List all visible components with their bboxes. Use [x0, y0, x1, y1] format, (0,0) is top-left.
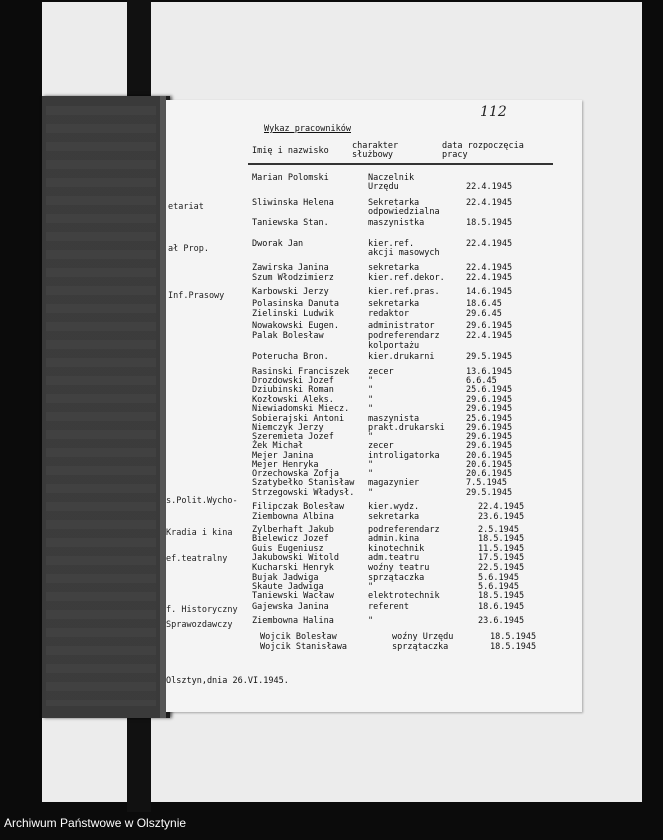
employee-name: Polasinska Danuta — [252, 299, 339, 309]
employee-name: Mejer Janina — [252, 451, 314, 461]
employee-name: Niemczyk Jerzy — [252, 423, 324, 433]
employee-role: kier.drukarni — [368, 352, 435, 362]
employee-name: Zawirska Janina — [252, 263, 329, 273]
employee-name: Gajewska Janina — [252, 602, 329, 612]
employee-name: Rasinski Franciszek — [252, 367, 350, 377]
employee-start-date: 29.6.1945 — [466, 395, 513, 405]
employee-start-date: 17.5.1945 — [478, 553, 525, 563]
document-title: Wykaz pracowników — [264, 124, 351, 134]
employee-role: woźny teatru — [368, 563, 430, 573]
employee-start-date: 22.4.1945 — [478, 502, 525, 512]
employee-role: zecer — [368, 367, 394, 377]
employee-name: Drozdowski Jozef — [252, 376, 334, 386]
employee-role: podreferendarz — [368, 525, 440, 535]
employee-name: Nowakowski Eugen. — [252, 321, 339, 331]
employee-role: redaktor — [368, 309, 409, 319]
employee-name: Sobierajski Antoni — [252, 414, 345, 424]
section-label: f. Historyczny — [166, 605, 238, 615]
employee-start-date: 25.6.1945 — [466, 414, 513, 424]
employee-name: Palak Bolesław — [252, 331, 324, 341]
employee-name: Mejer Henryka — [252, 460, 319, 470]
column-header-date-line2: pracy — [442, 150, 468, 160]
employee-role: " — [368, 385, 374, 395]
employee-role: " — [368, 469, 374, 479]
employee-role: maszynista — [368, 414, 420, 424]
section-label: Sprawozdawczy — [166, 620, 233, 630]
employee-start-date: 20.6.1945 — [466, 460, 513, 470]
employee-role: sprzątaczka — [368, 573, 425, 583]
section-label: s.Polit.Wycho- — [166, 496, 238, 506]
employee-start-date: 18.5.1945 — [466, 218, 513, 228]
employee-role: introligatorka — [368, 451, 440, 461]
employee-start-date: 22.5.1945 — [478, 563, 525, 573]
column-header-name: Imię i nazwisko — [252, 146, 329, 156]
employee-start-date: 18.5.1945 — [478, 534, 525, 544]
employee-start-date: 22.4.1945 — [466, 239, 513, 249]
employee-start-date: 13.6.1945 — [466, 367, 513, 377]
employee-start-date: 29.6.1945 — [466, 404, 513, 414]
employee-name: Sliwinska Helena — [252, 198, 334, 208]
employee-role: admin.kina — [368, 534, 420, 544]
employee-start-date: 18.6.1945 — [478, 602, 525, 612]
employee-start-date: 29.5.1945 — [466, 488, 513, 498]
employee-role: maszynistka — [368, 218, 425, 228]
archive-reference-mark: 112 — [480, 104, 507, 120]
employee-start-date: 18.6.45 — [466, 299, 502, 309]
employee-name: Marian Polomski — [252, 173, 329, 183]
employee-name: Szatybełko Stanisław — [252, 478, 355, 488]
employee-role: zecer — [368, 441, 394, 451]
employee-role: " — [368, 616, 374, 626]
employee-role: " — [368, 395, 374, 405]
employee-role: kier.ref.dekor. — [368, 273, 445, 283]
employee-name: Dworak Jan — [252, 239, 304, 249]
employee-name: Skaute Jadwiga — [252, 582, 324, 592]
section-label: Inf.Prasowy — [168, 291, 225, 301]
employee-name: Ziembowna Halina — [252, 616, 334, 626]
employee-start-date: 14.6.1945 — [466, 287, 513, 297]
employee-name: Orzechowska Zofja — [252, 469, 339, 479]
section-label: Kradia i kina — [166, 528, 233, 538]
employee-role: sekretarka — [368, 512, 420, 522]
employee-role: administrator — [368, 321, 435, 331]
employee-role: akcji masowych — [368, 248, 440, 258]
employee-start-date: 18.5.1945 — [490, 632, 537, 642]
employee-name: Szum Włodzimierz — [252, 273, 334, 283]
place-and-date: Olsztyn,dnia 26.VI.1945. — [166, 676, 289, 686]
employee-role: Naczelnik — [368, 173, 415, 183]
employee-start-date: 5.6.1945 — [478, 573, 519, 583]
employee-start-date: 7.5.1945 — [466, 478, 507, 488]
employee-role: elektrotechnik — [368, 591, 440, 601]
employee-role: " — [368, 582, 374, 592]
employee-role: Sekretarka — [368, 198, 420, 208]
employee-role: magazynier — [368, 478, 420, 488]
employee-role: kier.wydz. — [368, 502, 420, 512]
folder-binding — [42, 96, 170, 718]
employee-role: kier.ref.pras. — [368, 287, 440, 297]
employee-name: Jakubowski Witold — [252, 553, 339, 563]
employee-role: " — [368, 404, 374, 414]
employee-name: Poterucha Bron. — [252, 352, 329, 362]
employee-start-date: 29.6.1945 — [466, 423, 513, 433]
employee-start-date: 23.6.1945 — [478, 512, 525, 522]
employee-start-date: 29.6.45 — [466, 309, 502, 319]
employee-start-date: 20.6.1945 — [466, 451, 513, 461]
employee-role: prakt.drukarski — [368, 423, 445, 433]
archive-caption: Archiwum Państwowe w Olsztynie — [4, 816, 187, 830]
employee-start-date: 22.4.1945 — [466, 273, 513, 283]
employee-role: " — [368, 432, 374, 442]
employee-start-date: 2.5.1945 — [478, 525, 519, 535]
employee-start-date: 5.6.1945 — [478, 582, 519, 592]
employee-name: Kucharski Henryk — [252, 563, 334, 573]
column-header-role-line2: służbowy — [352, 150, 393, 160]
employee-start-date: 18.5.1945 — [478, 591, 525, 601]
employee-start-date: 18.5.1945 — [490, 642, 537, 652]
employee-name: Strzegowski Władysł. — [252, 488, 355, 498]
employee-start-date: 29.6.1945 — [466, 441, 513, 451]
section-label: ef.teatralny — [166, 554, 228, 564]
employee-name: Taniewski Wacław — [252, 591, 334, 601]
employee-role: odpowiedzialna — [368, 207, 440, 217]
employee-start-date: 6.6.45 — [466, 376, 497, 386]
employee-name: Wojcik Stanisława — [260, 642, 347, 652]
employee-name: Zylberhaft Jakub — [252, 525, 334, 535]
employee-name: Karbowski Jerzy — [252, 287, 329, 297]
employee-start-date: 22.4.1945 — [466, 198, 513, 208]
employee-role: " — [368, 460, 374, 470]
employee-start-date: 20.6.1945 — [466, 469, 513, 479]
employee-start-date: 29.6.1945 — [466, 432, 513, 442]
employee-name: Niewiadomski Miecz. — [252, 404, 350, 414]
employee-role: " — [368, 376, 374, 386]
employee-name: Dziubinski Roman — [252, 385, 334, 395]
binding-texture — [46, 106, 156, 706]
employee-role: sekretarka — [368, 263, 420, 273]
employee-name: Bujak Jadwiga — [252, 573, 319, 583]
column-header-role-line1: charakter — [352, 141, 399, 151]
employee-name: Taniewska Stan. — [252, 218, 329, 228]
column-header-date-line1: data rozpoczęcia — [442, 141, 524, 151]
employee-start-date: 22.4.1945 — [466, 331, 513, 341]
employee-name: Kozłowski Aleks. — [252, 395, 334, 405]
employee-role: kinotechnik — [368, 544, 425, 554]
employee-role: kolportażu — [368, 341, 420, 351]
employee-role: " — [368, 488, 374, 498]
employee-name: Szeremieta Jozef — [252, 432, 334, 442]
employee-start-date: 29.5.1945 — [466, 352, 513, 362]
employee-role: referent — [368, 602, 409, 612]
section-label: etariat — [168, 202, 204, 212]
employee-role: Urzędu — [368, 182, 399, 192]
employee-role: sprzątaczka — [392, 642, 449, 652]
employee-name: Guis Eugeniusz — [252, 544, 324, 554]
employee-name: Ziembowna Albina — [252, 512, 334, 522]
employee-name: Zielinski Ludwik — [252, 309, 334, 319]
employee-role: adm.teatru — [368, 553, 420, 563]
employee-role: podreferendarz — [368, 331, 440, 341]
employee-name: Wojcik Bolesław — [260, 632, 337, 642]
employee-start-date: 25.6.1945 — [466, 385, 513, 395]
header-rule — [248, 163, 553, 165]
employee-role: woźny Urzędu — [392, 632, 454, 642]
employee-role: sekretarka — [368, 299, 420, 309]
employee-name: Bielewicz Jozef — [252, 534, 329, 544]
employee-start-date: 11.5.1945 — [478, 544, 525, 554]
employee-start-date: 29.6.1945 — [466, 321, 513, 331]
employee-name: Filipczak Bolesław — [252, 502, 345, 512]
employee-start-date: 22.4.1945 — [466, 182, 513, 192]
employee-role: kier.ref. — [368, 239, 415, 249]
employee-name: Żek Michał — [252, 441, 304, 451]
employee-start-date: 22.4.1945 — [466, 263, 513, 273]
section-label: ał Prop. — [168, 244, 209, 254]
employee-start-date: 23.6.1945 — [478, 616, 525, 626]
